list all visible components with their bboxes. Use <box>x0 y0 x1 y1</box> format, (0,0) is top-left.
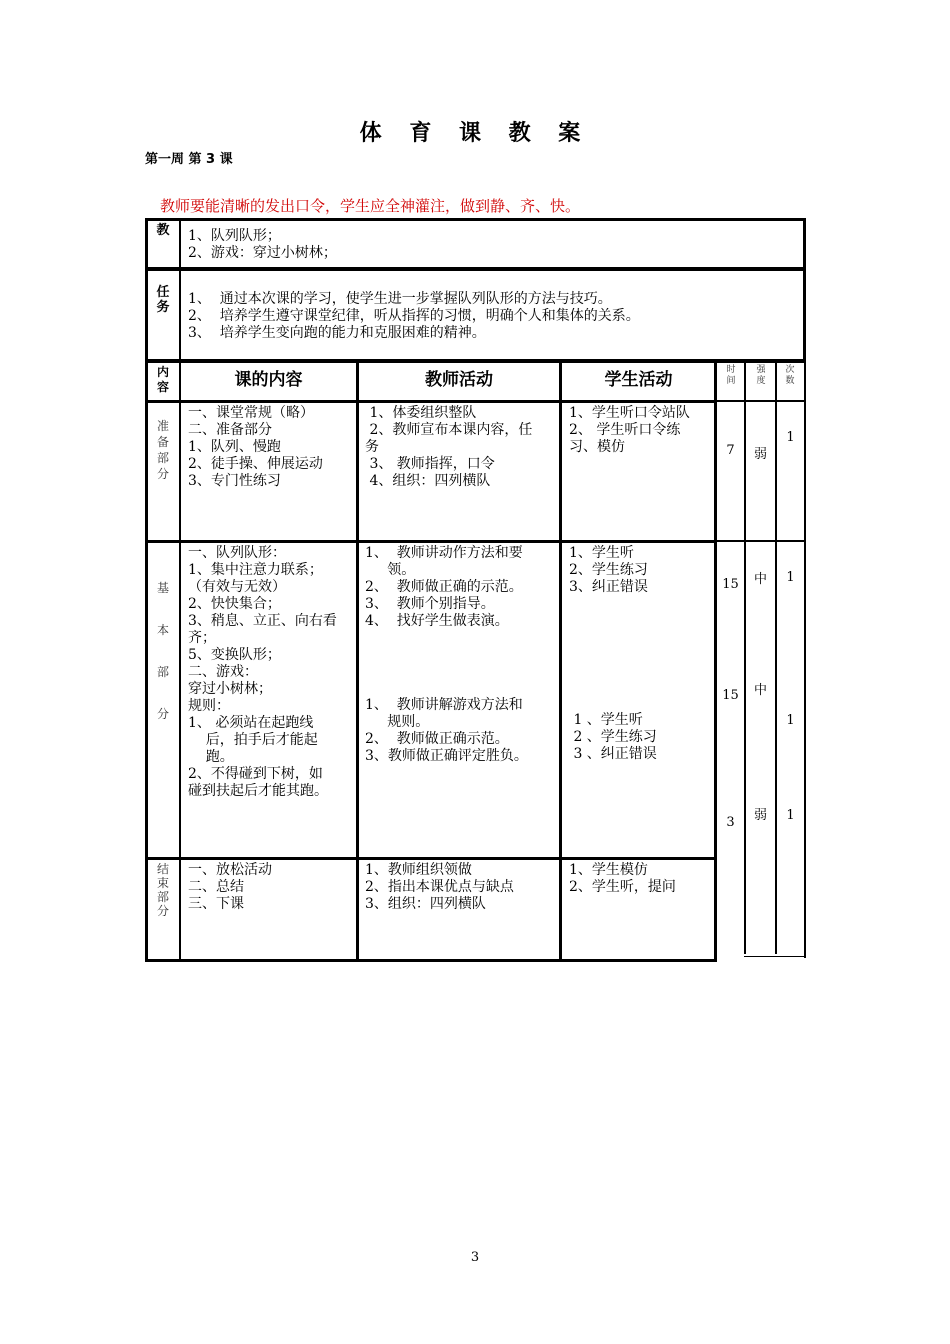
page-number: 3 <box>470 1250 480 1265</box>
count-column-right <box>804 362 806 958</box>
teacher-student-divider <box>559 360 562 962</box>
right-header-divider <box>715 400 806 402</box>
page-title: 体 育 课 教 案 <box>359 121 591 146</box>
prep-section-label: 准 备 部 分 <box>156 419 169 481</box>
right-columns-top-line <box>715 362 806 363</box>
teacher-activity-header: 教师活动 <box>425 370 493 390</box>
teach-label-divider <box>179 218 181 270</box>
basic-count-1: 1 <box>786 570 795 585</box>
basic-section-label: 基 本 部 分 <box>156 581 169 721</box>
basic-row-divider <box>145 857 717 860</box>
time-header: 时 间 <box>726 365 736 386</box>
task-label: 任 务 <box>156 285 170 315</box>
prep-student-activity: 1、学生听口令站队 2、 学生听口令练 习、模仿 <box>569 405 690 455</box>
task-label-divider <box>179 268 181 362</box>
prep-teacher-activity: 1、体委组织整队 2、教师宣布本课内容，任 务 3、 教师指挥，口令 4、组织：四列横队 <box>365 405 533 489</box>
prep-row-divider <box>145 540 717 543</box>
basic-student-activity-1: 1、学生听 2、学生练习 3、纠正错误 <box>569 545 648 595</box>
basic-time-3: 3 <box>726 815 735 830</box>
basic-lesson-content: 一、队列队形： 1、集中注意力联系； （有效与无效） 2、快快集合； 3、稍息、立正、向右看 齐； 5、变换队形； 二、游戏： 穿过小树林； 规则： 1、 必须站在起跑线 后，拍手后才能起 跑。 2、不得碰到下树，如 碰到扶起后才能其跑。 <box>188 545 337 799</box>
label-column-divider <box>179 360 181 962</box>
teach-content: 1、队列队形； 2、游戏：穿过小树林； <box>188 228 337 261</box>
lesson-teacher-divider <box>356 360 359 962</box>
intensity-column-right <box>775 362 777 954</box>
basic-intensity-1: 中 <box>753 572 767 587</box>
basic-count-3: 1 <box>786 808 795 823</box>
teaching-note: 教师要能清晰的发出口令，学生应全神灌注，做到静、齐、快。 <box>160 197 581 215</box>
prep-count: 1 <box>786 430 795 445</box>
right-bottom-line <box>744 956 806 957</box>
week-lesson-label: 第一周 第 3 课 <box>145 152 233 167</box>
basic-teacher-activity-2: 1、 教师讲解游戏方法和 规则。 2、 教师做正确示范。 3、教师做正确评定胜负。 <box>365 697 528 764</box>
count-header: 次 数 <box>785 365 795 386</box>
end-teacher-activity: 1、教师组织领做 2、指出本课优点与缺点 3、组织：四列横队 <box>365 862 514 912</box>
content-label: 内 容 <box>156 365 169 394</box>
right-prep-divider <box>715 540 806 542</box>
student-activity-header: 学生活动 <box>604 370 673 390</box>
basic-time-1: 15 <box>722 577 739 592</box>
header-row-divider <box>145 400 717 403</box>
teach-label: 教 <box>156 223 170 238</box>
basic-time-2: 15 <box>722 688 739 703</box>
end-lesson-content: 一、放松活动 二、总结 三、下课 <box>188 862 272 912</box>
prep-time: 7 <box>726 443 735 458</box>
basic-intensity-2: 中 <box>753 683 767 698</box>
basic-teacher-activity-1: 1、 教师讲动作方法和要 领。 2、 教师做正确的示范。 3、 教师个别指导。 4、 找好学生做表演。 <box>365 545 523 629</box>
prep-intensity: 弱 <box>753 447 767 462</box>
basic-intensity-3: 弱 <box>753 808 767 823</box>
lesson-content-header: 课的内容 <box>234 370 303 390</box>
task-content: 1、 通过本次课的学习，使学生进一步掌握队列队形的方法与技巧。 2、 培养学生遵守课堂纪律，听从指挥的习惯，明确个人和集体的关系。 3、 培养学生变向跑的能力和克服困难的精神。 <box>188 291 640 341</box>
intensity-header: 强 度 <box>756 365 766 386</box>
prep-lesson-content: 一、课堂常规（略） 二、准备部分 1、队列、慢跑 2、徒手操、伸展运动 3、专门性练习 <box>188 405 323 489</box>
basic-student-activity-2: 1 、学生听 2 、学生练习 3 、纠正错误 <box>573 712 657 762</box>
basic-count-2: 1 <box>786 713 795 728</box>
end-section-label: 结 束 部 分 <box>156 862 169 918</box>
end-student-activity: 1、学生模仿 2、学生听，提问 <box>569 862 676 895</box>
